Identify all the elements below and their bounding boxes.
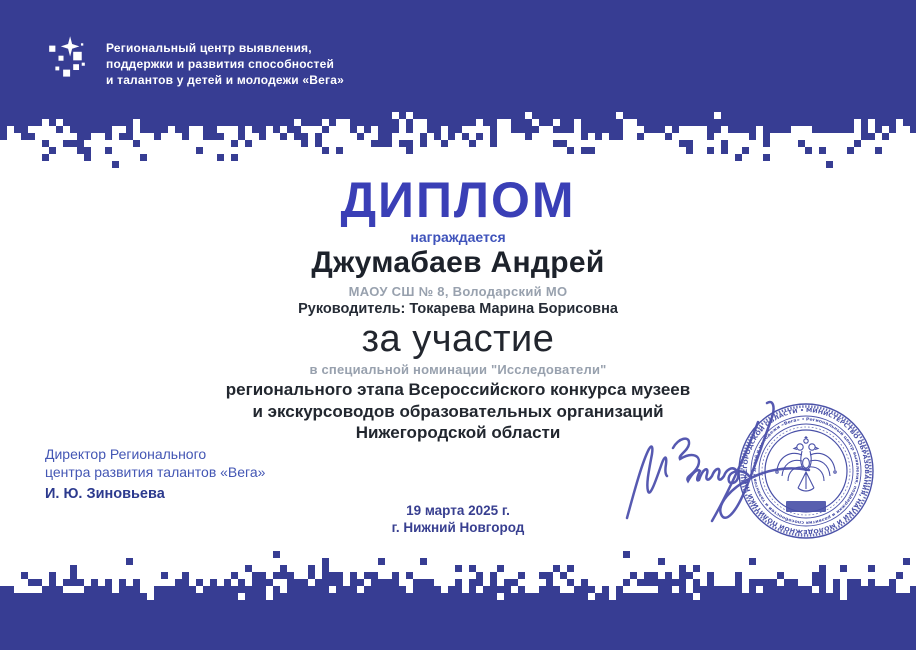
recipient-school: МАОУ СШ № 8, Володарский МО [348, 284, 568, 299]
signatory-position-line: Директор Регионального [45, 446, 207, 462]
awarded-label: награждается [410, 229, 506, 245]
nomination-line: в специальной номинации "Исследователи" [309, 362, 607, 377]
supervisor-line: Руководитель: Токарева Марина Борисовна [298, 301, 618, 317]
org-name-line: Региональный центр выявления, [106, 41, 312, 55]
event-line: и экскурсоводов образовательных организаций [252, 401, 664, 421]
pixel-dissolve-bottom [0, 551, 916, 600]
stamp-ring-text-inner: Региональный центр выявления, поддержки и развития способностей и талантов у детей и молодежи «Вега» • [751, 416, 861, 526]
issue-date: 19 марта 2025 г. [406, 503, 510, 518]
award-reason: за участие [361, 318, 555, 360]
footer-band [0, 600, 916, 650]
double-headed-eagle-emblem [776, 436, 836, 491]
signatory-block [45, 446, 265, 504]
stamp-plaque [786, 501, 826, 512]
issue-city: г. Нижний Новгород [391, 520, 525, 535]
org-name-line: и талантов у детей и молодежи «Вега» [106, 73, 344, 87]
event-line: Нижегородской области [355, 423, 561, 442]
pixel-dissolve-top [0, 112, 916, 168]
org-name-line: поддержки и развития способностей [106, 57, 335, 71]
signatory-position-line: центра развития талантов «Вега» [45, 463, 266, 480]
event-line: регионального этапа Всероссийского конкурса музеев [225, 380, 691, 399]
signatory-name: И. Ю. Зиновьева [45, 486, 165, 502]
vega-sparkle-logo [36, 28, 98, 88]
official-round-stamp [736, 401, 876, 541]
org-name [106, 40, 344, 88]
recipient-name: Джумабаев Андрей [311, 246, 605, 279]
stamp-ring-text-outer: МИНИСТЕРСТВО ОБРАЗОВАНИЯ, НАУКИ И МОЛОДЕЖНОЙ ПОЛИТИКИ НИЖЕГОРОДСКОЙ ОБЛАСТИ • [742, 407, 870, 535]
diploma-title: ДИПЛОМ [340, 172, 576, 228]
